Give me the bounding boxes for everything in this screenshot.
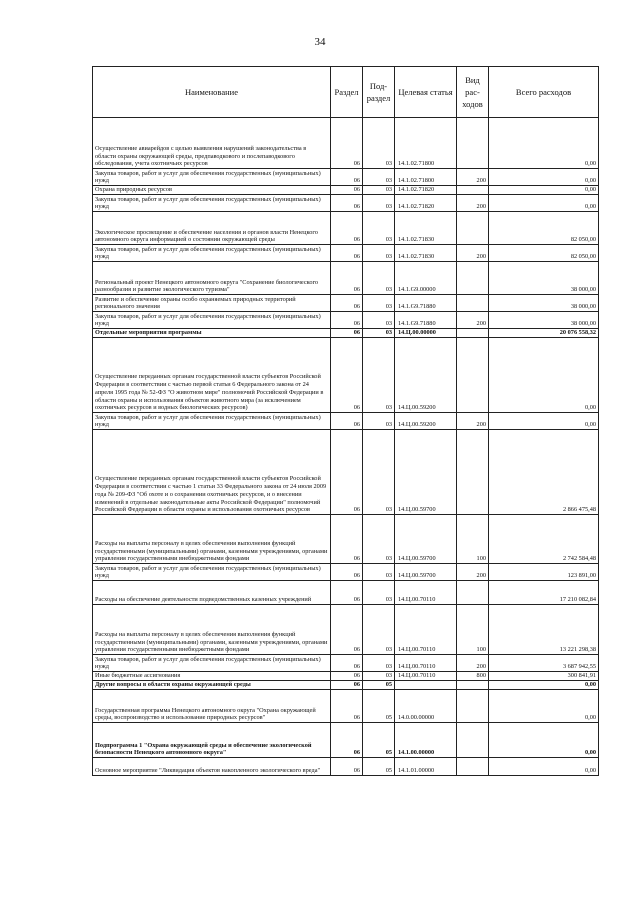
row-name: Отдельные мероприятия программы	[93, 329, 331, 338]
row-total: 0,00	[489, 195, 599, 212]
row-section: 06	[331, 655, 363, 672]
table-row	[93, 723, 599, 758]
row-name: Основное мероприятие "Ликвидация объектов накопленного экологического вреда"	[93, 758, 331, 776]
table-row	[93, 186, 599, 195]
row-target: 14.Ц.00.70110	[395, 655, 457, 672]
row-kind	[457, 758, 489, 776]
header-subsection: Под-раздел	[363, 67, 395, 118]
row-section: 06	[331, 295, 363, 312]
row-subsection: 03	[363, 169, 395, 186]
row-subsection: 03	[363, 413, 395, 430]
row-target: 14.Ц.00.59700	[395, 564, 457, 581]
row-total: 38 000,00	[489, 312, 599, 329]
table-row	[93, 312, 599, 329]
header-target: Целевая статья	[395, 67, 457, 118]
row-total: 0,00	[489, 681, 599, 690]
row-target: 14.1.G9.00000	[395, 262, 457, 295]
row-total: 0,00	[489, 118, 599, 169]
row-kind: 200	[457, 312, 489, 329]
row-name: Закупка товаров, работ и услуг для обеспечения государственных (муниципальных) нужд	[93, 564, 331, 581]
table-row	[93, 212, 599, 245]
row-name: Расходы на обеспечение деятельности подведомственных казенных учреждений	[93, 581, 331, 605]
row-section: 06	[331, 212, 363, 245]
row-subsection: 05	[363, 681, 395, 690]
row-total: 82 050,00	[489, 212, 599, 245]
table-row	[93, 430, 599, 515]
row-total: 0,00	[489, 413, 599, 430]
row-section: 06	[331, 605, 363, 655]
row-kind	[457, 186, 489, 195]
table-row	[93, 413, 599, 430]
row-target: 14.1.02.71830	[395, 212, 457, 245]
row-target: 14.1.G9.71880	[395, 312, 457, 329]
row-total: 0,00	[489, 169, 599, 186]
row-subsection: 03	[363, 338, 395, 413]
row-total: 38 000,00	[489, 262, 599, 295]
row-total: 0,00	[489, 186, 599, 195]
row-kind: 800	[457, 672, 489, 681]
row-target: 14.Ц.00.59200	[395, 413, 457, 430]
row-kind	[457, 118, 489, 169]
row-name: Расходы на выплаты персоналу в целях обеспечения выполнения функций государственными (муниципальными) органами, казенными учреждениями, органами управления государственными внебюджетными фондами	[93, 605, 331, 655]
table-row	[93, 515, 599, 564]
row-total: 3 687 942,55	[489, 655, 599, 672]
row-target: 14.1.02.71800	[395, 169, 457, 186]
row-name: Иные бюджетные ассигнования	[93, 672, 331, 681]
row-kind	[457, 338, 489, 413]
row-name: Осуществление переданных органам государственной власти субъектов Российской Федерации в соответствии с частью 1 статьи 33 Федерального закона от 24 июля 2009 года № 209-ФЗ "Об охоте и о сохранении охотничьих ресурсов, и о внесении изменений в отдельные законодательные акты Российской Федерации" полномочий Российской Федерации в области охраны и использования охотничьих ресурсов	[93, 430, 331, 515]
row-name: Развитие и обеспечение охраны особо охраняемых природных территорий регионального значения	[93, 295, 331, 312]
row-kind	[457, 681, 489, 690]
table-row	[93, 169, 599, 186]
header-row	[93, 67, 599, 118]
row-subsection: 05	[363, 758, 395, 776]
row-subsection: 03	[363, 581, 395, 605]
row-name: Закупка товаров, работ и услуг для обеспечения государственных (муниципальных) нужд	[93, 655, 331, 672]
row-name: Закупка товаров, работ и услуг для обеспечения государственных (муниципальных) нужд	[93, 413, 331, 430]
row-kind	[457, 723, 489, 758]
row-subsection: 03	[363, 195, 395, 212]
row-section: 06	[331, 672, 363, 681]
table-row	[93, 564, 599, 581]
row-target: 14.Ц.00.59200	[395, 338, 457, 413]
row-name: Закупка товаров, работ и услуг для обеспечения государственных (муниципальных) нужд	[93, 312, 331, 329]
row-section: 06	[331, 262, 363, 295]
row-subsection: 03	[363, 186, 395, 195]
row-target: 14.Ц.00.00000	[395, 329, 457, 338]
row-target: 14.Ц.00.59700	[395, 430, 457, 515]
table-row	[93, 672, 599, 681]
row-section: 06	[331, 681, 363, 690]
row-kind: 100	[457, 515, 489, 564]
row-target: 14.Ц.00.70110	[395, 581, 457, 605]
row-name: Закупка товаров, работ и услуг для обеспечения государственных (муниципальных) нужд	[93, 169, 331, 186]
row-total: 17 210 082,84	[489, 581, 599, 605]
table-body	[93, 118, 599, 776]
row-subsection: 03	[363, 515, 395, 564]
row-target: 14.1.01.00000	[395, 758, 457, 776]
row-subsection: 03	[363, 329, 395, 338]
row-section: 06	[331, 515, 363, 564]
row-target: 14.1.G9.71880	[395, 295, 457, 312]
row-name: Государственная программа Ненецкого автономного округа "Охрана окружающей среды, воспроизводство и использование природных ресурсов"	[93, 690, 331, 723]
row-subsection: 03	[363, 430, 395, 515]
row-name: Осуществление авиарейдов с целью выявления нарушений законодательства в области охраны окружающей среды, предпаводкового и послепаводкового обследования, учета охотничьих ресурсов	[93, 118, 331, 169]
row-total: 13 221 298,38	[489, 605, 599, 655]
row-kind: 200	[457, 655, 489, 672]
row-section: 06	[331, 195, 363, 212]
row-total: 0,00	[489, 723, 599, 758]
table-row	[93, 118, 599, 169]
row-name: Экологическое просвещение и обеспечение населения и органов власти Ненецкого автономного округа информацией о состоянии окружающей среды	[93, 212, 331, 245]
row-name: Расходы на выплаты персоналу в целях обеспечения выполнения функций государственными (муниципальными) органами, казенными учреждениями, органами управления государственными внебюджетными фондами	[93, 515, 331, 564]
row-kind: 200	[457, 245, 489, 262]
table-row	[93, 758, 599, 776]
row-kind: 100	[457, 605, 489, 655]
row-section: 06	[331, 564, 363, 581]
row-name: Другие вопросы в области охраны окружающей среды	[93, 681, 331, 690]
row-section: 06	[331, 723, 363, 758]
row-subsection: 05	[363, 690, 395, 723]
row-target: 14.1.02.71830	[395, 245, 457, 262]
row-name: Закупка товаров, работ и услуг для обеспечения государственных (муниципальных) нужд	[93, 245, 331, 262]
row-target: 14.Ц.00.59700	[395, 515, 457, 564]
row-section: 06	[331, 186, 363, 195]
page-number: 34	[314, 36, 326, 48]
row-total: 123 891,00	[489, 564, 599, 581]
row-kind: 200	[457, 169, 489, 186]
row-total: 2 866 475,48	[489, 430, 599, 515]
row-section: 06	[331, 245, 363, 262]
row-section: 06	[331, 581, 363, 605]
table-row	[93, 681, 599, 690]
row-kind	[457, 212, 489, 245]
row-name: Охрана природных ресурсов	[93, 186, 331, 195]
row-section: 06	[331, 169, 363, 186]
row-subsection: 03	[363, 118, 395, 169]
row-target: 14.Ц.00.70110	[395, 672, 457, 681]
row-subsection: 03	[363, 312, 395, 329]
row-target: 14.1.02.71820	[395, 195, 457, 212]
table-row	[93, 329, 599, 338]
row-kind	[457, 430, 489, 515]
header-section: Раздел	[331, 67, 363, 118]
row-total: 300 841,91	[489, 672, 599, 681]
row-kind: 200	[457, 195, 489, 212]
row-target	[395, 681, 457, 690]
row-section: 06	[331, 690, 363, 723]
row-section: 06	[331, 413, 363, 430]
header-kind: Вид рас-ходов	[457, 67, 489, 118]
row-total: 0,00	[489, 758, 599, 776]
header-name: Наименование	[93, 67, 331, 118]
table-row	[93, 245, 599, 262]
row-section: 06	[331, 338, 363, 413]
row-total: 0,00	[489, 690, 599, 723]
table-row	[93, 581, 599, 605]
row-kind	[457, 262, 489, 295]
row-subsection: 03	[363, 212, 395, 245]
row-total: 20 076 558,32	[489, 329, 599, 338]
row-name: Региональный проект Ненецкого автономного округа "Сохранение биологического разнообразия и развитие экологического туризма"	[93, 262, 331, 295]
row-total: 2 742 584,48	[489, 515, 599, 564]
row-subsection: 03	[363, 564, 395, 581]
row-kind	[457, 295, 489, 312]
row-name: Подпрограмма 1 "Охрана окружающей среды и обеспечение экологической безопасности Ненецкого автономного округа"	[93, 723, 331, 758]
row-subsection: 03	[363, 295, 395, 312]
row-section: 06	[331, 118, 363, 169]
row-section: 06	[331, 430, 363, 515]
row-target: 14.1.02.71800	[395, 118, 457, 169]
table-row	[93, 655, 599, 672]
row-subsection: 03	[363, 245, 395, 262]
table-row	[93, 338, 599, 413]
row-kind	[457, 581, 489, 605]
table-row	[93, 690, 599, 723]
table-row	[93, 295, 599, 312]
header-total: Всего расходов	[489, 67, 599, 118]
row-subsection: 05	[363, 723, 395, 758]
row-section: 06	[331, 312, 363, 329]
row-section: 06	[331, 329, 363, 338]
row-target: 14.1.00.00000	[395, 723, 457, 758]
row-subsection: 03	[363, 605, 395, 655]
row-subsection: 03	[363, 655, 395, 672]
row-kind	[457, 690, 489, 723]
row-name: Закупка товаров, работ и услуг для обеспечения государственных (муниципальных) нужд	[93, 195, 331, 212]
row-kind: 200	[457, 413, 489, 430]
table-row	[93, 195, 599, 212]
row-subsection: 03	[363, 672, 395, 681]
row-kind	[457, 329, 489, 338]
row-target: 14.0.00.00000	[395, 690, 457, 723]
table-row	[93, 262, 599, 295]
row-name: Осуществление переданных органам государственной власти субъектов Российской Федерации в соответствии с частью первой статьи 6 Федерального закона от 24 апреля 1995 года № 52-ФЗ "О животном мире" полномочий Российской Федерации в области охраны и использования объектов животного мира (за исключением охотничьих ресурсов и водных биологических ресурсов)	[93, 338, 331, 413]
row-total: 0,00	[489, 338, 599, 413]
row-kind: 200	[457, 564, 489, 581]
table-row	[93, 605, 599, 655]
row-target: 14.1.02.71820	[395, 186, 457, 195]
row-target: 14.Ц.00.70110	[395, 605, 457, 655]
row-total: 38 000,00	[489, 295, 599, 312]
row-total: 82 050,00	[489, 245, 599, 262]
row-subsection: 03	[363, 262, 395, 295]
row-section: 06	[331, 758, 363, 776]
budget-table	[92, 66, 599, 776]
